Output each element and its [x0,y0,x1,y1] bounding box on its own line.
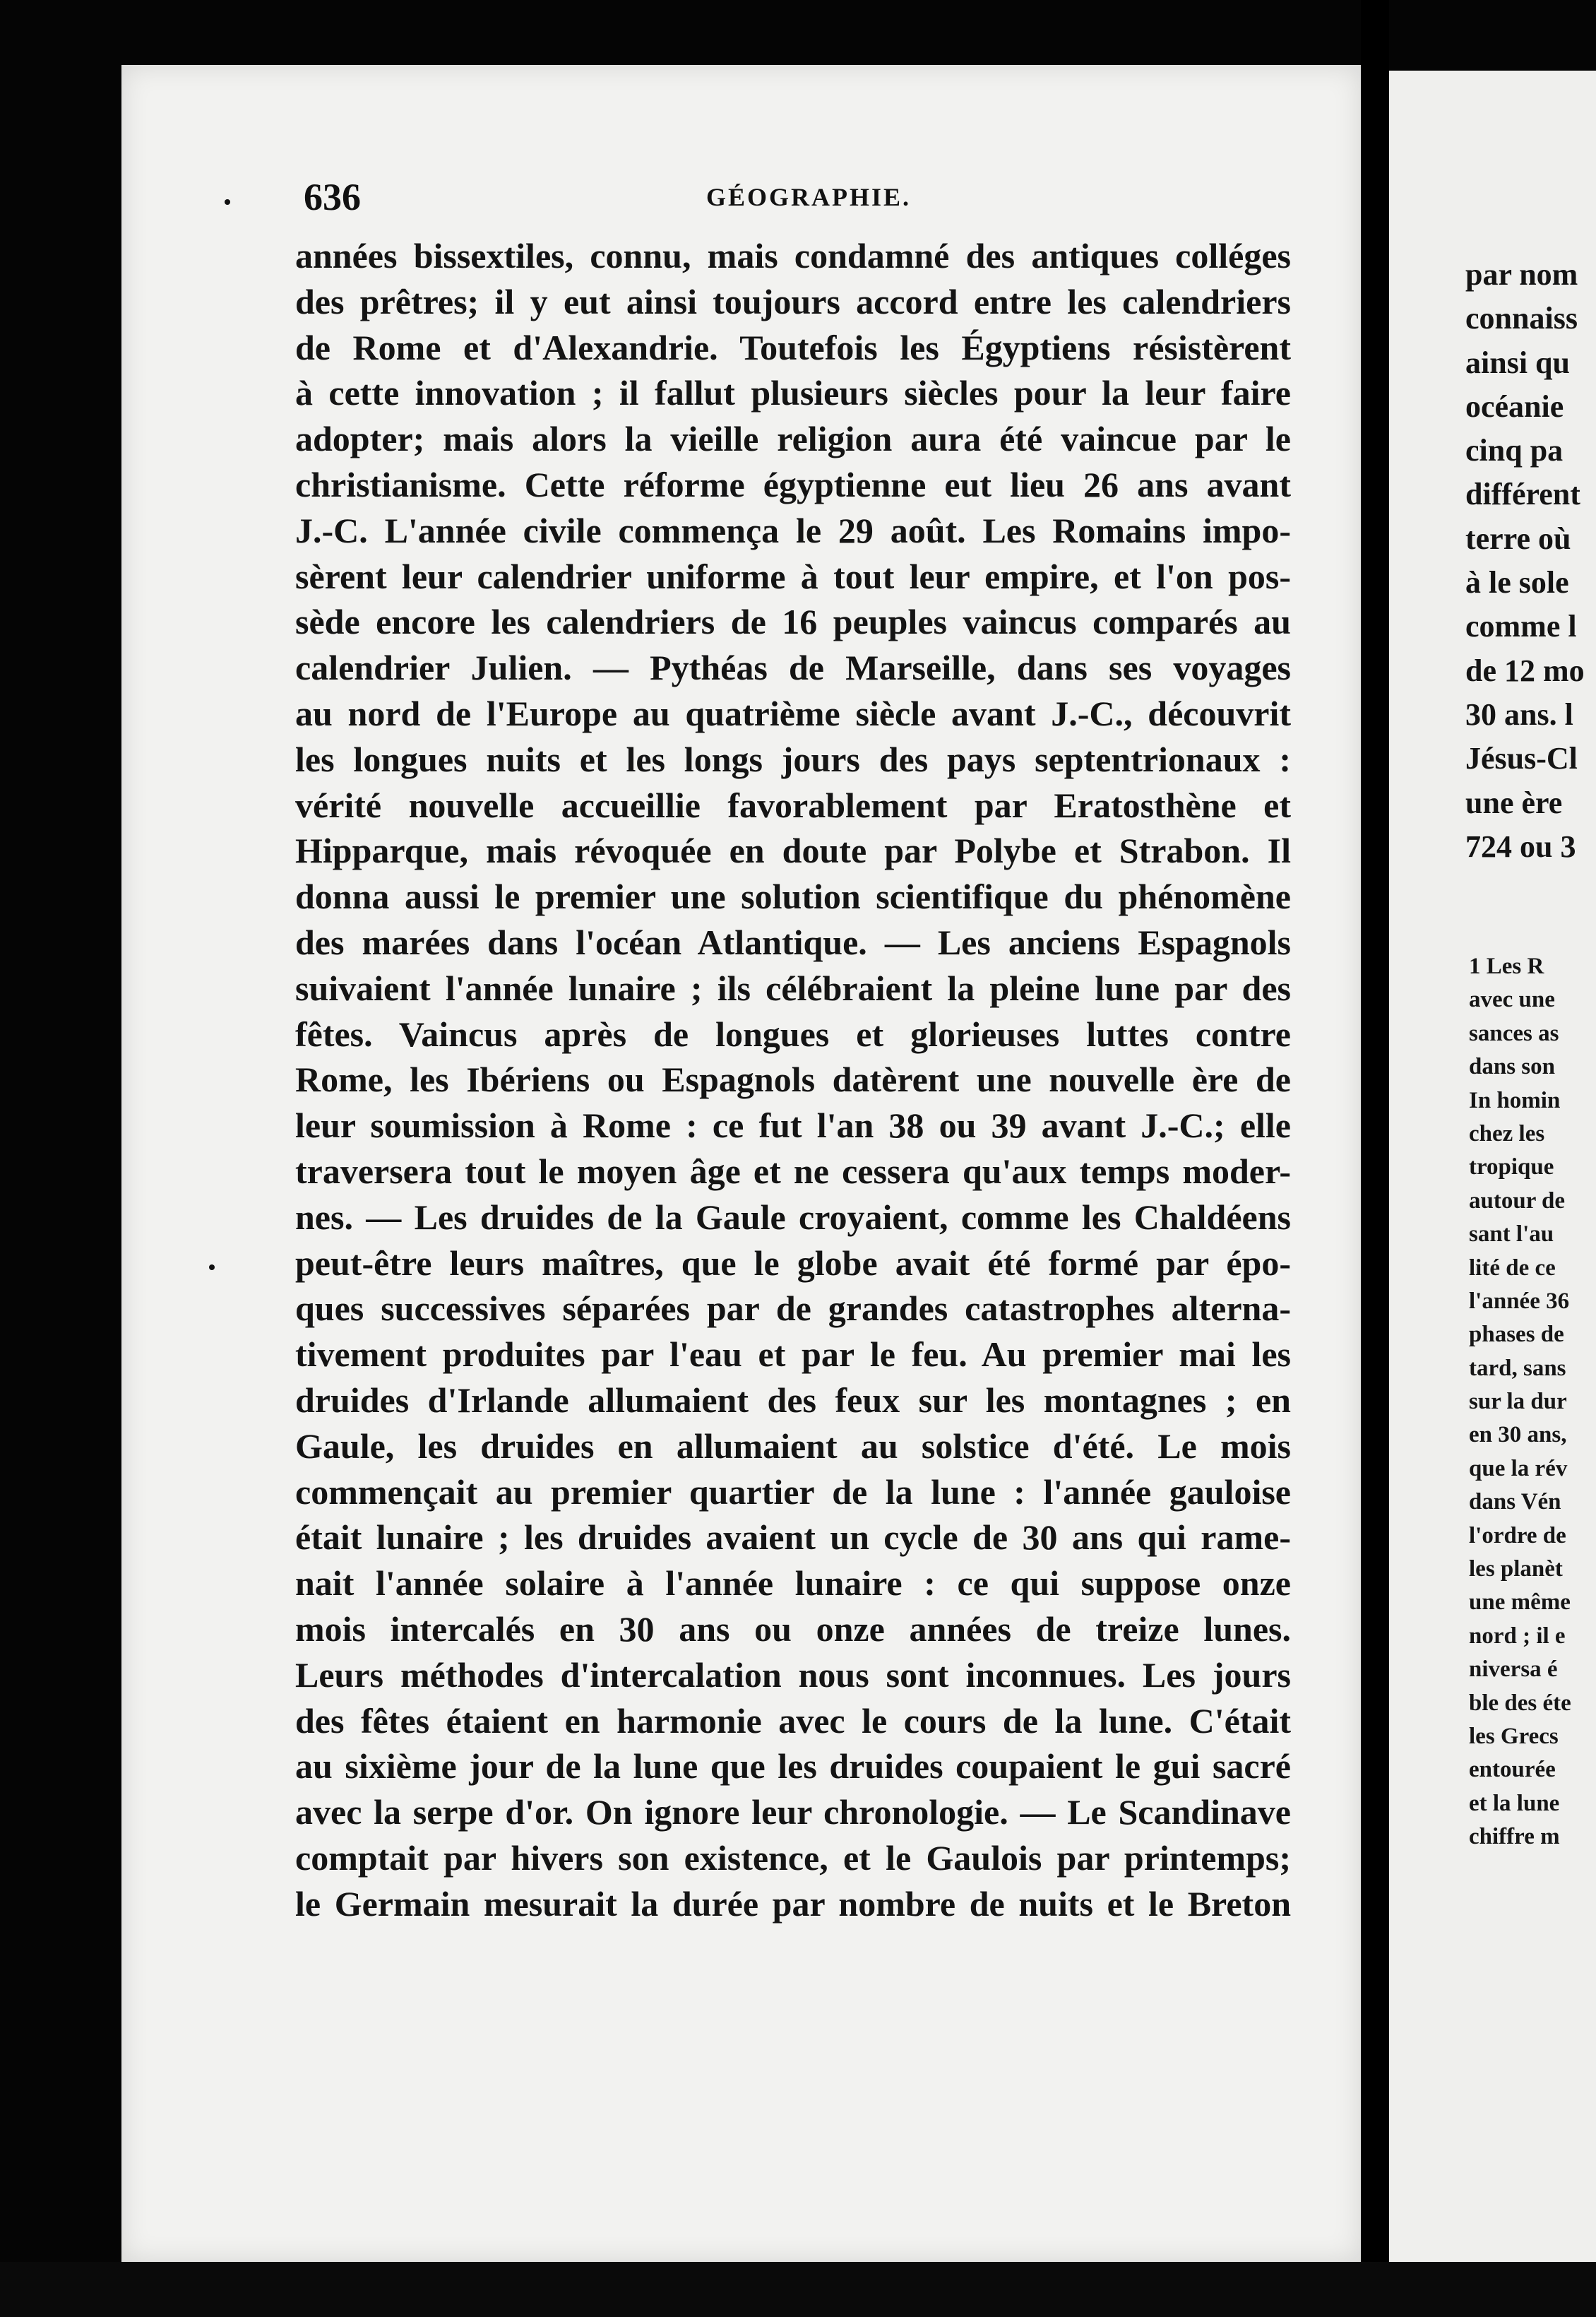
scan-speck [225,199,230,205]
footnote-line: nord ; il e [1469,1623,1566,1649]
text-line: Rome, les Ibériens ou Espagnols datèrent une nouvelle ère de [295,1060,1291,1100]
right-text-line: 724 ou 3 [1465,829,1576,864]
footnote-line: dans son [1469,1054,1555,1080]
right-page-footnotes [1469,950,1596,1854]
text-line: nait l'année solaire à l'année lunaire : ce qui suppose onze [295,1563,1291,1604]
text-line: druides d'Irlande allumaient des feux sur les montagnes ; en [295,1380,1291,1420]
footnote-line: autour de [1469,1187,1565,1214]
footnote-line: avec une [1469,987,1555,1013]
footnote-line: ble des éte [1469,1690,1571,1716]
text-line: les longues nuits et les longs jours des pays septentrionaux : [295,739,1291,779]
text-line: J.-C. L'année civile commença le 29 août. Les Romains impo- [295,510,1291,550]
text-line: sèrent leur calendrier uniforme à tout leur empire, et l'on pos- [295,556,1291,596]
footnote-line: lité de ce [1469,1255,1556,1281]
footnote-line: sances as [1469,1020,1559,1046]
text-line: de Rome et d'Alexandrie. Toutefois les Égyptiens résistèrent [295,327,1291,367]
right-text-line: différent [1465,477,1580,512]
text-line: christianisme. Cette réforme égyptienne eut lieu 26 ans avant [295,464,1291,504]
scan-bottom-edge [0,2262,1596,2317]
text-line: Gaule, les druides en allumaient au solstice d'été. Le mois [295,1426,1291,1466]
page-number: 636 [304,176,361,218]
right-text-line: ainsi qu [1465,345,1570,380]
right-text-line: par nom [1465,257,1578,292]
text-line: était lunaire ; les druides avaient un cycle de 30 ans qui rame- [295,1517,1291,1558]
footnote-line: dans Vén [1469,1489,1561,1515]
footnote-line: phases de [1469,1322,1564,1348]
text-line: au nord de l'Europe au quatrième siècle avant J.-C., découvrit [295,693,1291,733]
text-line: années bissextiles, connu, mais condamné des antiques colléges [295,236,1291,275]
text-line: nes. — Les druides de la Gaule croyaient, comme les Chaldéens [295,1197,1291,1237]
footnote-line: sur la dur [1469,1389,1567,1415]
right-text-line: comme l [1465,609,1577,644]
text-line: des prêtres; il y eut ainsi toujours accord entre les calendriers [295,281,1291,321]
text-line: commençait au premier quartier de la lune : l'année gauloise [295,1471,1291,1512]
footnote-line: chez les [1469,1120,1545,1146]
text-line: des marées dans l'océan Atlantique. — Les anciens Espagnols [295,922,1291,962]
footnote-line: niversa é [1469,1657,1558,1683]
page-gutter [1361,0,1389,2317]
right-text-line: Jésus-Cl [1465,741,1578,776]
text-line: le Germain mesurait la durée par nombre de nuits et le Breton [295,1883,1291,1924]
right-text-line: à le sole [1465,565,1569,600]
footnote-line: tard, sans [1469,1355,1566,1381]
right-text-line: océanie [1465,389,1564,424]
text-line: Leurs méthodes d'intercalation nous sont inconnues. Les jours [295,1654,1291,1695]
footnote-line: en 30 ans, [1469,1422,1567,1448]
text-line: vérité nouvelle accueillie favorablement par Eratosthène et [295,785,1291,825]
scan-speck [209,1264,215,1270]
right-text-line: connaiss [1465,301,1578,336]
text-line: calendrier Julien. — Pythéas de Marseille, dans ses voyages [295,648,1291,688]
footnote-line: In homin [1469,1087,1561,1113]
footnote-line: les planèt [1469,1556,1563,1582]
footnote-line: une même [1469,1589,1571,1616]
footnote-line: et la lune [1469,1790,1560,1816]
running-title: GÉOGRAPHIE. [706,183,912,211]
page-header [304,175,1271,225]
right-text-line: terre où [1465,521,1571,556]
footnote-line: les Grecs [1469,1723,1559,1749]
footnote-line: entourée [1469,1757,1556,1783]
text-line: sède encore les calendriers de 16 peuples vaincus comparés au [295,602,1291,642]
footnote-line: l'ordre de [1469,1522,1566,1548]
text-line: suivaient l'année lunaire ; ils célébraient la pleine lune par des [295,968,1291,1008]
text-line: peut-être leurs maîtres, que le globe avait été formé par épo- [295,1243,1291,1283]
footnote-line: 1 Les R [1469,954,1544,979]
text-line: traversera tout le moyen âge et ne cessera qu'aux temps moder- [295,1151,1291,1191]
right-text-line: cinq pa [1465,433,1564,468]
text-line: adopter; mais alors la vieille religion aura été vaincue par le [295,419,1291,459]
footnote-line: chiffre m [1469,1824,1560,1850]
text-line: leur soumission à Rome : ce fut l'an 38 ou 39 avant J.-C.; elle [295,1106,1291,1146]
footnote-line: que la rév [1469,1455,1568,1481]
text-line: ques successives séparées par de grandes catastrophes alterna- [295,1288,1291,1329]
text-line: des fêtes étaient en harmonie avec le cours de la lune. C'était [295,1700,1291,1741]
right-text-line: 30 ans. l [1465,697,1573,732]
right-page-text [1465,253,1596,869]
text-line: à cette innovation ; il fallut plusieurs siècles pour la leur faire [295,373,1291,413]
footnote-line: l'année 36 [1469,1288,1570,1314]
text-line: comptait par hivers son existence, et le Gaulois par printemps; [295,1837,1291,1878]
text-line: mois intercalés en 30 ans ou onze années de treize lunes. [295,1608,1291,1649]
main-text-block [295,233,1291,1926]
text-line: Hipparque, mais révoquée en doute par Polybe et Strabon. Il [295,831,1291,871]
text-line: avec la serpe d'or. On ignore leur chronologie. — Le Scandinave [295,1792,1291,1832]
right-text-line: une ère [1465,785,1563,820]
footnote-line: sant l'au [1469,1221,1554,1248]
text-line: tivement produites par l'eau et par le feu. Au premier mai les [295,1334,1291,1375]
text-line: fêtes. Vaincus après de longues et glorieuses luttes contre [295,1014,1291,1054]
right-text-line: de 12 mo [1465,653,1585,688]
footnote-line: tropique [1469,1154,1554,1180]
text-line: donna aussi le premier une solution scientifique du phénomène [295,877,1291,917]
text-line: au sixième jour de la lune que les druides coupaient le gui sacré [295,1746,1291,1786]
